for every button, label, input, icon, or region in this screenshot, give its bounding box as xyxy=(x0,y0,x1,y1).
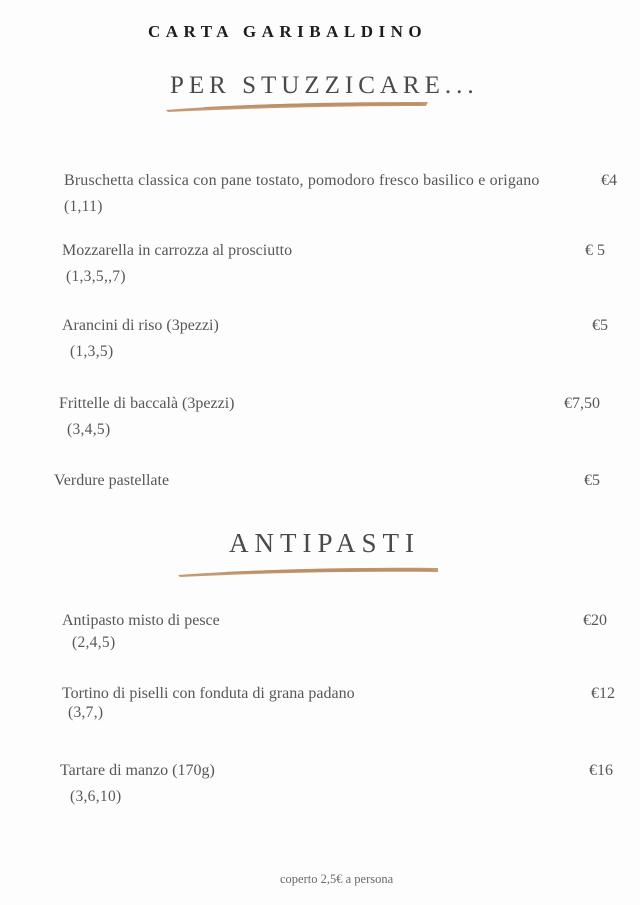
menu-item-name: Antipasto misto di pesce xyxy=(62,612,220,629)
menu-item-name: Bruschetta classica con pane tostato, pomodoro fresco basilico e origano xyxy=(64,172,540,189)
menu-item-price: €16 xyxy=(589,762,613,779)
menu-item-price: €5 xyxy=(592,317,608,334)
menu-item-allergens: (3,7,) xyxy=(68,704,104,721)
menu-item-name: Verdure pastellate xyxy=(54,472,170,489)
menu-item-allergens: (1,3,5) xyxy=(70,343,114,360)
cover-charge-note: coperto 2,5€ a persona xyxy=(280,872,394,886)
section-title-per-stuzzicare: PER STUZZICARE... xyxy=(170,72,479,99)
menu-item-allergens: (1,11) xyxy=(64,198,103,215)
menu-item-allergens: (1,3,5,,7) xyxy=(66,268,126,285)
menu-brand-title: CARTA GARIBALDINO xyxy=(148,22,428,41)
menu-item-allergens: (2,4,5) xyxy=(72,634,116,651)
brush-stroke-divider-2 xyxy=(176,561,442,579)
menu-item-name: Mozzarella in carrozza al prosciutto xyxy=(62,242,293,259)
brush-stroke-divider-1 xyxy=(164,97,432,115)
menu-item-name: Arancini di riso (3pezzi) xyxy=(62,317,219,334)
menu-item-price: € 5 xyxy=(585,242,605,259)
menu-item-price: €20 xyxy=(583,612,607,629)
menu-item-name: Tartare di manzo (170g) xyxy=(60,762,215,779)
menu-item-allergens: (3,4,5) xyxy=(67,421,111,438)
menu-item-name: Frittelle di baccalà (3pezzi) xyxy=(59,395,235,412)
menu-item-price: €7,50 xyxy=(564,395,600,412)
menu-item-price: €5 xyxy=(584,472,600,489)
menu-item-name: Tortino di piselli con fonduta di grana padano xyxy=(62,685,355,702)
section-title-antipasti: ANTIPASTI xyxy=(229,528,421,558)
menu-item-price: €12 xyxy=(591,685,615,702)
menu-item-allergens: (3,6,10) xyxy=(70,788,122,805)
menu-item-price: €4 xyxy=(601,172,617,189)
